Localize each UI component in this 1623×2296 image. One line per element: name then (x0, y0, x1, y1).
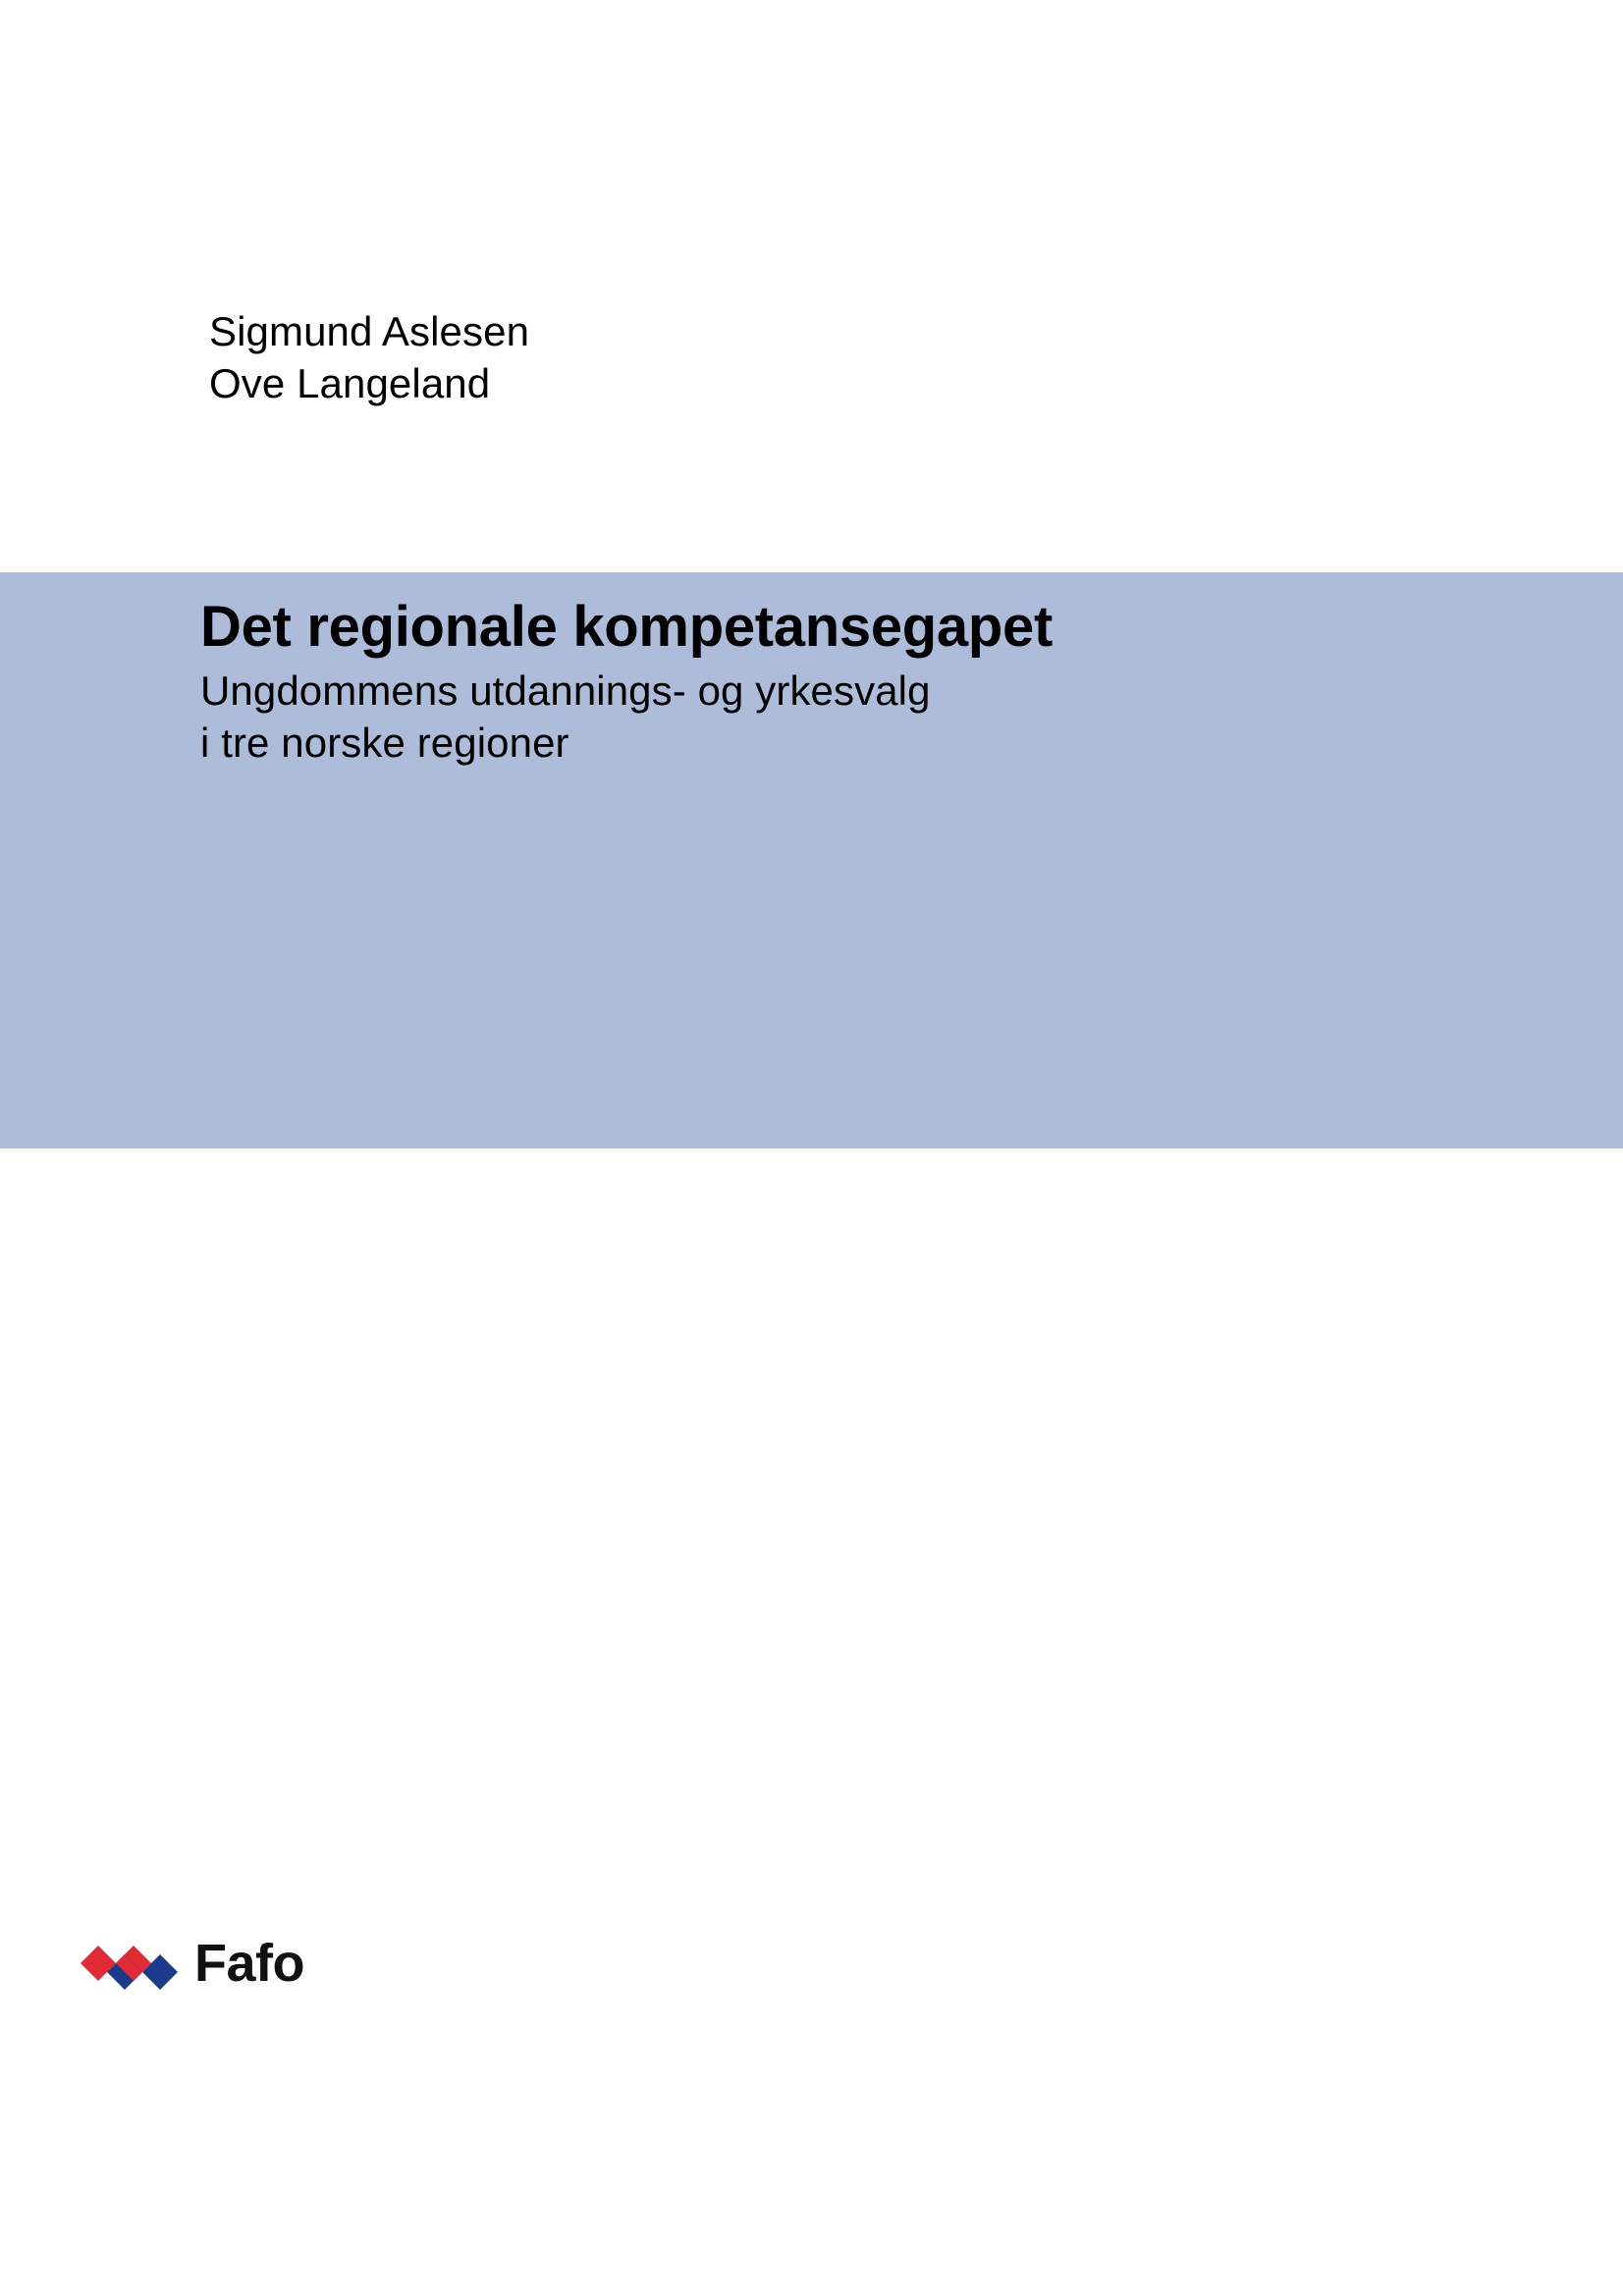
page-subtitle-line: i tre norske regioner (200, 719, 569, 766)
publisher-name: Fafo (194, 1934, 304, 1993)
fafo-logo-icon (81, 1931, 187, 1996)
author-list (209, 306, 1289, 410)
title-block (200, 596, 1437, 770)
page-subtitle-line: Ungdommens utdannings- og yrkesvalg (200, 667, 931, 714)
title-band (0, 572, 1623, 1148)
author-name: Ove Langeland (209, 359, 491, 406)
publisher-logo (81, 1919, 355, 2007)
page-title: Det regionale kompetansegapet (200, 595, 1053, 659)
author-name: Sigmund Aslesen (209, 308, 530, 354)
